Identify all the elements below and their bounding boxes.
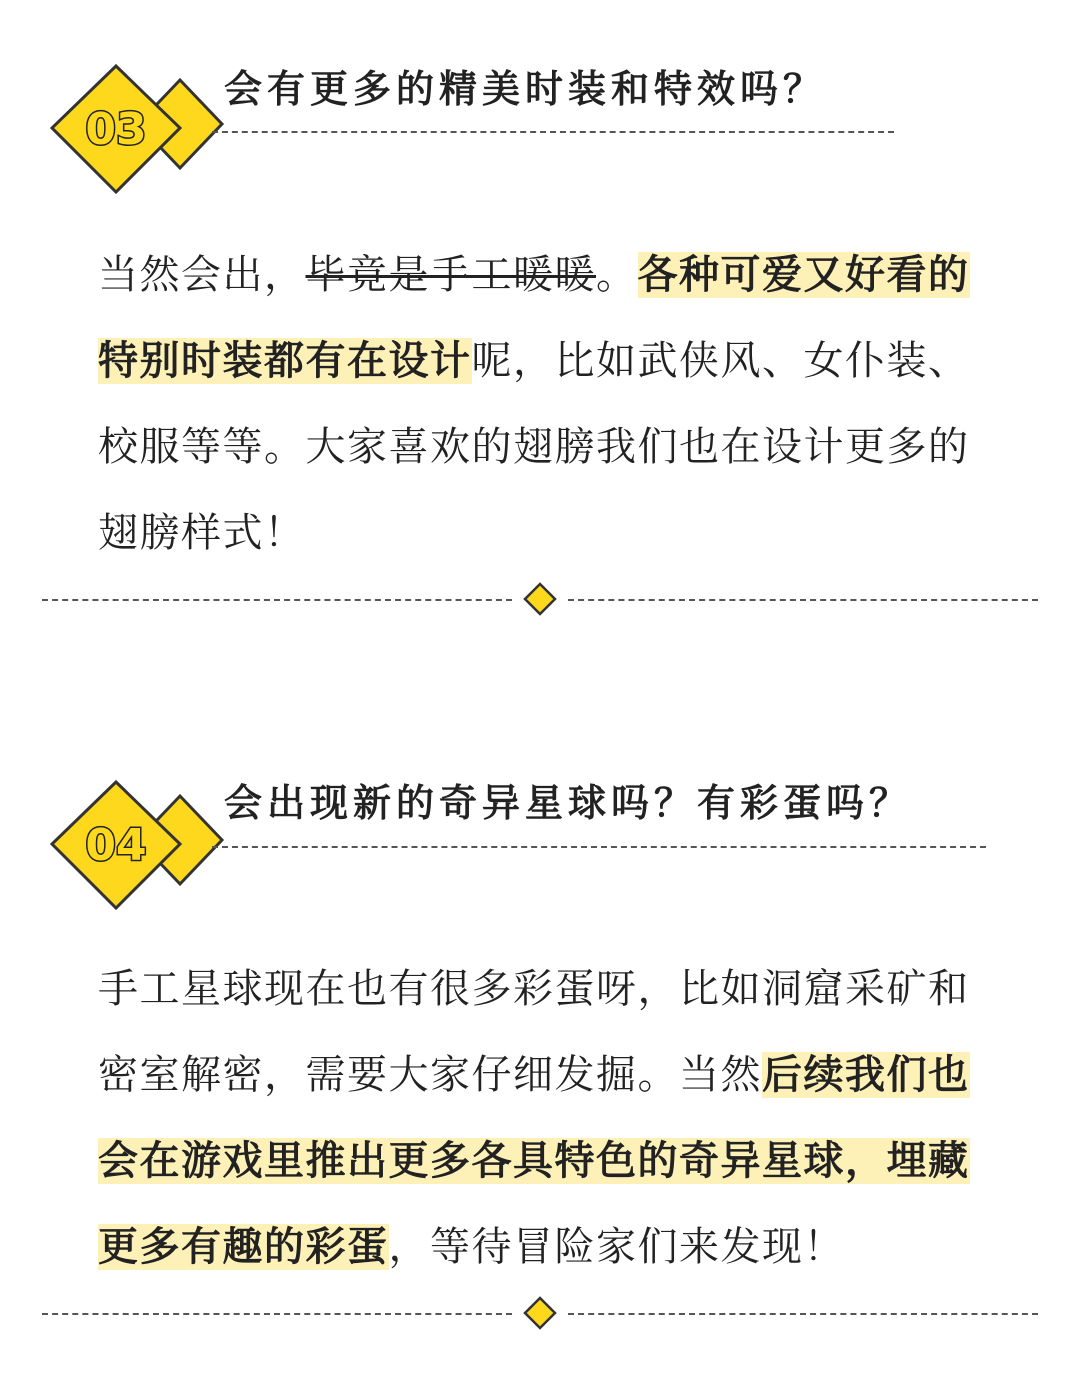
question-title: 会有更多的精美时装和特效吗？	[224, 67, 827, 111]
divider-line	[568, 1313, 1038, 1315]
answer-text: 呢，比如武侠风、女仆装、校服等等。大家喜欢的翅膀我们也在设计更多的翅膀样式！	[98, 338, 970, 556]
diamond-divider-icon	[523, 582, 557, 616]
answer-text: 手工星球现在也有很多彩蛋呀，比如洞窟采矿和密室解密，需要大家仔细发掘。当然	[98, 966, 970, 1098]
number-badge-04	[50, 778, 226, 912]
answer-paragraph	[98, 946, 988, 1290]
answer-paragraph	[98, 232, 988, 576]
divider-line	[568, 599, 1038, 601]
divider-line	[42, 599, 512, 601]
section-divider	[42, 1294, 1038, 1334]
question-underline	[212, 846, 986, 848]
question-title: 会出现新的奇异星球吗？有彩蛋吗？	[224, 781, 913, 825]
answer-highlight-text: 各种可爱又好看的特别时装都有在设计	[98, 252, 970, 384]
answer-text: ，等待冒险家们来发现！	[388, 1224, 845, 1270]
answer-strikethrough-text: 毕竟是手工暖暖	[305, 252, 596, 298]
section-divider	[42, 580, 1038, 620]
number-badge-03	[50, 62, 226, 196]
answer-highlight-text: 后续我们也会在游戏里推出更多各具特色的奇异星球，埋藏更多有趣的彩蛋	[98, 1052, 970, 1270]
diamond-badge-icon	[50, 778, 226, 912]
diamond-badge-icon	[50, 62, 226, 196]
diamond-divider-icon	[523, 1296, 557, 1330]
answer-text: 。	[596, 252, 638, 298]
badge-number: 03	[85, 104, 147, 155]
answer-text: 当然会出，	[98, 252, 306, 298]
divider-line	[42, 1313, 512, 1315]
question-underline	[212, 131, 894, 133]
badge-number: 04	[85, 820, 147, 871]
